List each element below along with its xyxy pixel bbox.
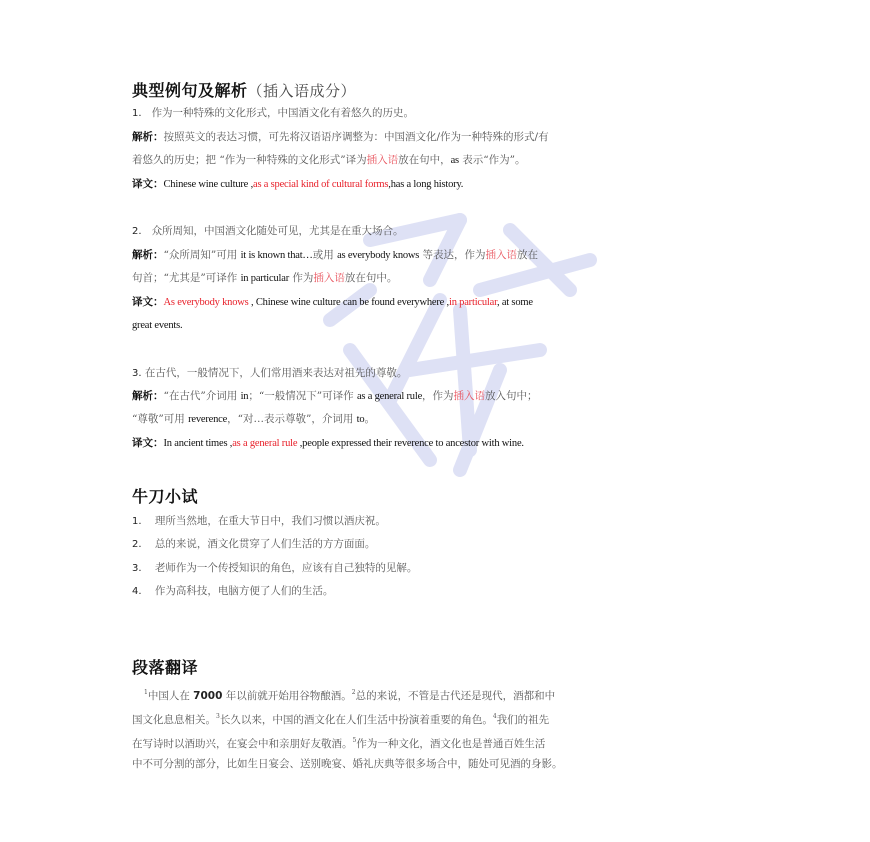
section-title-paren: （插入语成分）: [247, 82, 357, 100]
highlight-phrase: As everybody knows: [163, 297, 249, 308]
paragraph-line-4: 中不可分割的部分，比如生日宴会、送别晚宴、婚礼庆典等很多场合中，随处可见酒的身影。: [132, 758, 563, 770]
example-2-translation: 译文：As everybody knows , Chinese wine culture can be found everywhere ,in particular, at some: [132, 296, 533, 308]
paragraph-line-3: 在写诗时以酒助兴，在宴会中和亲朋好友敬酒。$^5$作为一种文化，酒文化也是普通百姓生活: [132, 737, 546, 750]
highlight-term: 插入语: [453, 390, 486, 402]
highlight-term: 插入语: [366, 154, 399, 166]
highlight-term: 插入语: [485, 249, 518, 261]
example-2-analysis-cont: 句首；“尤其是”可译作 in particular 作为插入语放在句中。: [132, 272, 398, 284]
example-1-analysis-cont: 着悠久的历史；把 “作为一种特殊的文化形式”译为插入语放在句中，as 表示“作为”。: [132, 154, 526, 166]
practice-item: 3. 老师作为一个传授知识的角色，应该有自己独特的见解。: [132, 562, 418, 574]
example-3-translation: 译文：In ancient times ,as a general rule ,people expressed their reverence to ancestor with wine.: [132, 437, 524, 449]
example-2-sentence: 2. 众所周知，中国酒文化随处可见，尤其是在重大场合。: [132, 225, 404, 237]
paragraph-line-2: 国文化息息相关。$^3$长久以来，中国的酒文化在人们生活中扮演着重要的角色。$^4$我们的祖先: [132, 713, 550, 726]
example-1-sentence: 1. 作为一种特殊的文化形式，中国酒文化有着悠久的历史。: [132, 107, 415, 119]
practice-item: 1. 理所当然地，在重大节日中，我们习惯以酒庆祝。: [132, 515, 386, 527]
example-3-sentence: 3. 在古代，一般情况下，人们常用酒来表达对祖先的尊敬。: [132, 367, 408, 379]
section-title-examples: 典型例句及解析（插入语成分）: [132, 81, 357, 100]
section-title-paragraph: 段落翻译: [132, 658, 199, 677]
example-1-analysis: 解析：按照英文的表达习惯，可先将汉语语序调整为：中国酒文化/作为一种特殊的形式/有: [132, 131, 549, 143]
example-2-translation-cont: great events.: [132, 320, 183, 331]
highlight-term: 插入语: [313, 272, 345, 284]
practice-item: 2. 总的来说，酒文化贯穿了人们生活的方方面面。: [132, 538, 376, 550]
example-3-analysis-cont: “尊敬”可用 reverence，“对…表示尊敬”，介词用 to。: [132, 413, 375, 425]
paragraph-line-1: $^1$中国人在 7000 年以前就开始用谷物酿酒。$^2$总的来说，不管是古代还是现代，酒都和中: [144, 689, 556, 702]
example-1-translation: 译文：Chinese wine culture ,as a special kind of cultural forms,has a long history.: [132, 178, 464, 190]
highlight-phrase: as a special kind of cultural forms: [253, 179, 389, 190]
section-title-practice: 牛刀小试: [132, 487, 199, 506]
example-2-analysis: 解析：“众所周知”可用 it is known that…或用 as everybody knows 等表达，作为插入语放在: [132, 249, 539, 261]
highlight-phrase: as a general rule: [232, 438, 298, 449]
example-3-analysis: 解析：“在古代”介词用 in；“一般情况下”可译作 as a general rule，作为插入语放入句中；: [132, 390, 538, 402]
highlight-phrase: in particular: [448, 297, 497, 308]
practice-item: 4. 作为高科技，电脑方便了人们的生活。: [132, 585, 334, 597]
